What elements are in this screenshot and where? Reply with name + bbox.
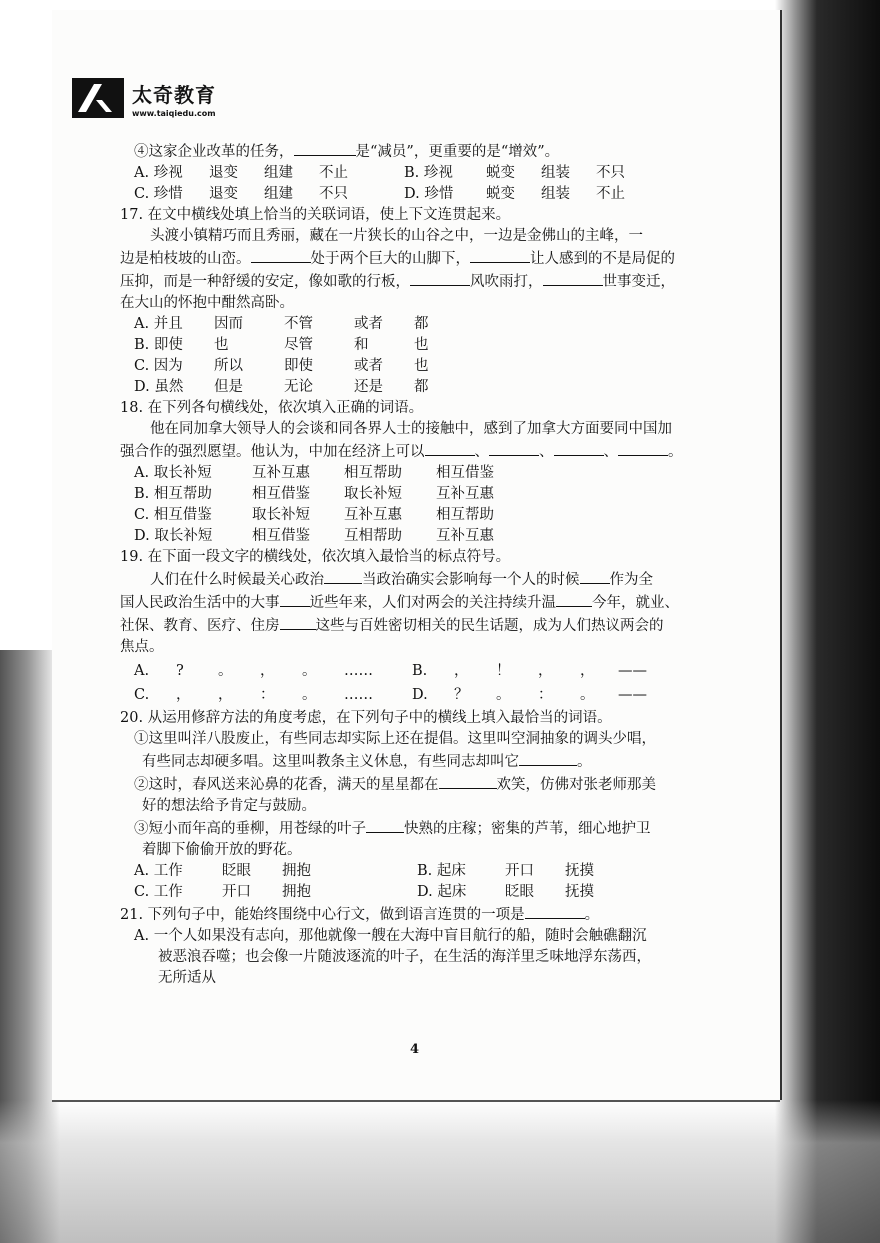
text-segment: 组建 [264,165,293,181]
text-segment: D. 珍惜 [404,186,454,202]
q18-option-c [120,505,705,526]
text-segment: —— [618,687,647,703]
text-segment: 因而 [214,316,243,332]
text-segment: ： [538,687,553,703]
brand-logo [72,78,216,118]
text-segment: 即使 [284,358,313,374]
q21-option-a-line2: 被恶浪吞噬；也会像一片随波逐流的叶子，在生活的海洋里乏味地浮东荡西， [158,949,651,965]
q20-sentence3-line2: 着脚下偷偷开放的野花。 [142,842,302,858]
text-segment: 眨眼 [505,884,534,900]
text-segment: 退变 [209,186,238,202]
q20-options-row1 [120,861,705,882]
text-segment: ， [260,663,275,679]
text-segment: 抚摸 [565,863,594,879]
text-segment: ， [218,687,233,703]
text-segment: B. 珍视 [404,165,453,181]
scan-shadow-right [775,0,880,1243]
q16-options-row1 [120,163,705,184]
answer-blank [425,440,475,456]
answer-blank [489,440,539,456]
text-segment: 也 [414,337,429,353]
text-segment: 近些年来，人们对两会的关注持续升温 [309,595,556,611]
scan-shadow-bottom [0,1100,880,1243]
q20-options-row2 [120,882,705,903]
q17-option-c [120,356,705,377]
text-segment: C. [134,687,150,703]
answer-blank [470,247,530,263]
text-segment: 拥抱 [282,884,311,900]
text-segment: C. 珍惜 [134,186,183,202]
text-segment: 、 [539,444,554,460]
q20-sentence1-line2 [120,750,705,773]
text-segment: ？ [454,687,469,703]
text-segment: 但是 [214,379,243,395]
q17-option-a [120,314,705,335]
text-segment: 相互帮助 [436,507,494,523]
q17-stem: 17. 在文中横线处填上恰当的关联词语，使上下文连贯起来。 [120,207,511,223]
text-segment: 相互借鉴 [436,465,494,481]
text-segment: B. 即使 [134,337,183,353]
text-segment: 蜕变 [486,165,515,181]
answer-blank [324,568,362,584]
q21-stem [120,903,705,926]
q17-passage-line4: 在大山的怀抱中酣然高卧。 [120,295,294,311]
q20-sentence1-line1: ①这里叫洋八股废止，有些同志却实际上还在提倡。这里叫空洞抽象的调头少唱， [134,731,656,747]
text-segment: ， [454,663,469,679]
text-segment: A. 并且 [134,316,183,332]
text-segment: 当政治确实会影响每一个人的时候 [362,572,580,588]
text-segment: B. 起床 [417,863,466,879]
q16-options-row2 [120,184,705,205]
answer-blank [519,750,577,766]
text-segment: 压抑，而是一种舒缓的安定，像如歌的行板， [120,274,410,290]
text-segment: 欢笑，仿佛对张老师那美 [496,777,656,793]
text-segment: 也 [414,358,429,374]
q21-option-a-line1: A. 一个人如果没有志向，那他就像一艘在大海中盲目航行的船，随时会触礁翻沉 [134,928,647,944]
q17-passage-line3 [120,270,705,293]
text-segment: 是“减员”，更重要的是“增效”。 [355,144,560,160]
answer-blank [366,817,404,833]
text-segment: 互补互惠 [252,465,310,481]
q21-option-a-line3: 无所适从 [158,970,216,986]
logo-mark-icon [72,78,124,118]
q20-stem: 20. 从运用修辞方法的角度考虑，在下列句子中的横线上填入最恰当的词语。 [120,710,612,726]
text-segment: 这些与百姓密切相关的民生话题，成为人们热议两会的 [315,618,664,634]
text-segment: 作为全 [609,572,653,588]
q17-passage-line2 [120,247,705,270]
text-segment: 取长补短 [252,507,310,523]
text-segment: 相互帮助 [344,465,402,481]
text-segment: ②这时，春风送来沁鼻的花香，满天的星星都在 [134,777,439,793]
text-segment: 快熟的庄稼；密集的芦苇，细心地护卫 [404,821,651,837]
answer-blank [580,568,610,584]
answer-blank [280,591,310,607]
text-segment: 或者 [354,358,383,374]
answer-blank [439,773,497,789]
q19-options-row2 [120,685,705,706]
text-segment: 不管 [284,316,313,332]
answer-blank [410,270,470,286]
brand-url: www.taiqiedu.com [132,108,216,118]
text-segment: 。 [302,663,317,679]
text-segment: 相互借鉴 [252,528,310,544]
text-segment: 也 [214,337,229,353]
text-segment: 世事变迁， [602,274,675,290]
text-segment: 拥抱 [282,863,311,879]
text-segment: 社保、教育、医疗、住房 [120,618,280,634]
text-segment: —— [618,663,647,679]
text-segment: …… [344,687,373,703]
q19-passage-line4: 焦点。 [120,639,164,655]
text-segment: 、 [474,444,489,460]
text-segment: 今年，就业、 [592,595,679,611]
q17-passage-line1: 头渡小镇精巧而且秀丽，藏在一片狭长的山谷之中，一边是金佛山的主峰，一 [150,228,643,244]
text-segment: 风吹雨打， [470,274,543,290]
answer-blank [543,270,603,286]
text-segment: C. 因为 [134,358,183,374]
text-segment: 。 [577,754,592,770]
answer-blank [294,140,356,156]
text-segment: 互相帮助 [344,528,402,544]
answer-blank [556,591,592,607]
text-segment: 、 [603,444,618,460]
text-segment: 互补互惠 [436,528,494,544]
text-segment: 不只 [319,186,348,202]
text-segment: 互补互惠 [344,507,402,523]
text-segment: 。 [496,687,511,703]
text-segment: 。 [584,907,600,923]
text-segment: 蜕变 [486,186,515,202]
q19-stem: 19. 在下面一段文字的横线处，依次填入最恰当的标点符号。 [120,549,511,565]
q18-passage-line1: 他在同加拿大领导人的会谈和同各界人士的接触中，感到了加拿大方面要同中国加 [150,421,672,437]
text-segment: 。 [218,663,233,679]
text-segment: 还是 [354,379,383,395]
text-segment: 取长补短 [344,486,402,502]
text-segment: A. 取长补短 [134,465,212,481]
text-segment: C. 工作 [134,884,183,900]
text-segment: 互补互惠 [436,486,494,502]
q18-stem: 18. 在下列各句横线处，依次填入正确的词语。 [120,400,424,416]
q17-option-b [120,335,705,356]
text-segment: 不只 [596,165,625,181]
exam-content [120,140,705,989]
text-segment: 强合作的强烈愿望。他认为，中加在经济上可以 [120,444,425,460]
text-segment: ， [176,687,191,703]
text-segment: ③短小而年高的垂柳，用苍绿的叶子 [134,821,366,837]
brand-name: 太奇教育 [132,82,216,107]
text-segment: 。 [580,687,595,703]
page-number: 4 [410,1042,420,1057]
text-segment: ， [538,663,553,679]
q16-stem [120,140,705,163]
text-segment: ， [580,663,595,679]
answer-blank [525,903,585,919]
text-segment: B. [412,663,428,679]
text-segment: 都 [414,379,429,395]
text-segment: ? [176,663,184,679]
q18-option-d [120,526,705,547]
text-segment: 抚摸 [565,884,594,900]
q19-options-row1 [120,661,705,682]
text-segment: B. 相互帮助 [134,486,212,502]
text-segment: 处于两个巨大的山脚下， [310,251,470,267]
text-segment: 让人感到的不是局促的 [530,251,675,267]
text-segment: 国人民政治生活中的大事 [120,595,280,611]
text-segment: 组装 [541,165,570,181]
text-segment: C. 相互借鉴 [134,507,212,523]
text-segment: 和 [354,337,369,353]
text-segment: 组建 [264,186,293,202]
text-segment: 退变 [209,165,238,181]
q18-passage-line2 [120,440,705,463]
text-segment: …… [344,663,373,679]
text-segment: 开口 [222,884,251,900]
text-segment: D. 取长补短 [134,528,213,544]
q18-option-b [120,484,705,505]
text-segment: 边是柏枝坡的山峦。 [120,251,251,267]
text-segment: 有些同志却硬多唱。这里叫教条主义休息，有些同志却叫它 [142,754,519,770]
q19-passage-line1 [120,568,705,591]
text-segment: ④这家企业改革的任务， [134,144,294,160]
text-segment: 。 [302,687,317,703]
q20-sentence2-line2: 好的想法给予肯定与鼓励。 [142,798,316,814]
q20-sentence3-line1 [120,817,705,840]
text-segment: D. 起床 [417,884,467,900]
text-segment: 眨眼 [222,863,251,879]
answer-blank [251,247,311,263]
text-segment: 无论 [284,379,313,395]
answer-blank [280,614,316,630]
q20-sentence2-line1 [120,773,705,796]
text-segment: 开口 [505,863,534,879]
text-segment: D. [412,687,428,703]
answer-blank [618,440,668,456]
q19-passage-line2 [120,591,705,614]
text-segment: 都 [414,316,429,332]
text-segment: 不止 [319,165,348,181]
text-segment: 所以 [214,358,243,374]
text-segment: 组装 [541,186,570,202]
text-segment: A. 珍视 [134,165,183,181]
text-segment: D. 虽然 [134,379,184,395]
text-segment: ： [260,687,275,703]
text-segment: 21. 下列句子中，能始终围绕中心行文，做到语言连贯的一项是 [120,907,525,923]
text-segment: 不止 [596,186,625,202]
q17-option-d [120,377,705,398]
text-segment: ！ [496,663,511,679]
text-segment: 尽管 [284,337,313,353]
text-segment: 人们在什么时候最关心政治 [150,572,324,588]
answer-blank [554,440,604,456]
text-segment: 相互借鉴 [252,486,310,502]
q18-option-a [120,463,705,484]
text-segment: 。 [668,444,683,460]
text-segment: 或者 [354,316,383,332]
text-segment: A. [134,663,150,679]
q19-passage-line3 [120,614,705,637]
text-segment: A. 工作 [134,863,183,879]
